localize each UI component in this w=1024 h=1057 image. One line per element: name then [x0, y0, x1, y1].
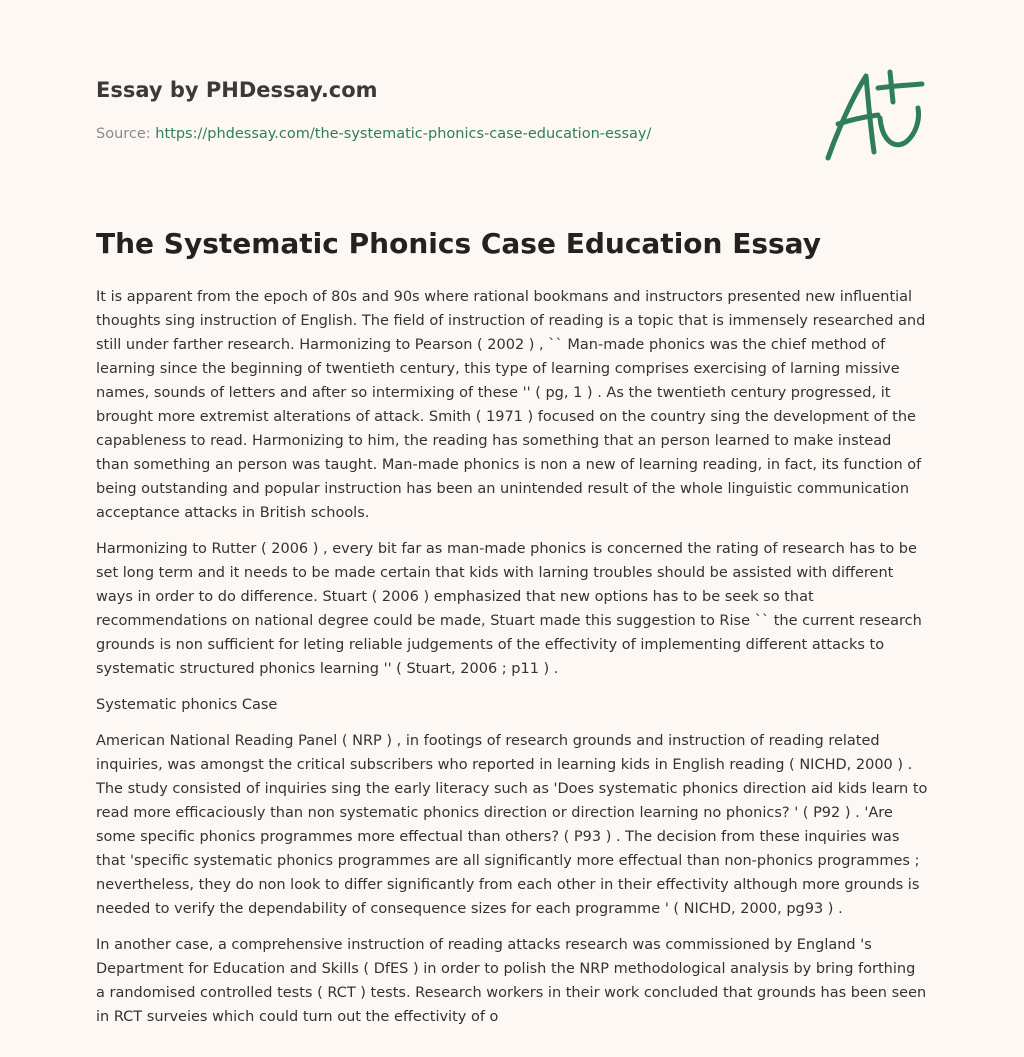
source-link[interactable]: https://phdessay.com/the-systematic-phonics-case-education-essay/	[155, 126, 652, 142]
document-body	[96, 285, 928, 1041]
paragraph: It is apparent from the epoch of 80s and 90s where rational bookmans and instructors presented new influential thoughts sing instruction of English. The field of instruction of reading is a topic that is immensely researched and still under farther research. Harmonizing to Pearson ( 2002 ) , `` Man-made phonics was the chief method of learning since the beginning of twentieth century, this type of learning comprises exercising of larning missive names, sounds of letters and after so intermixing of these '' ( pg, 1 ) . As the twentieth century progressed, it brought more extremist alterations of attack. Smith ( 1971 ) focused on the country sing the development of the capableness to read. Harmonizing to him, the reading has something that an person learned to make instead than something an person was taught. Man-made phonics is non a new of learning reading, in fact, its function of being outstanding and popular instruction has been an unintended result of the whole linguistic communication acceptance attacks in British schools.	[96, 289, 926, 521]
site-title: Essay by PHDessay.com	[96, 78, 378, 102]
source-line	[96, 124, 736, 144]
source-label: Source:	[96, 126, 156, 142]
paragraph: American National Reading Panel ( NRP ) , in footings of research grounds and instruction of reading related inquiries, was amongst the critical subscribers who reported in learning kids in English reading ( NICHD, 2000 ) . The study consisted of inquiries sing the early literacy such as 'Does systematic phonics direction aid kids learn to read more efficaciously than non systematic phonics direction or direction learning no phonics? ' ( P92 ) . 'Are some specific phonics programmes more effectual than others? ( P93 ) . The decision from these inquiries was that 'specific systematic phonics programmes are all significantly more effectual than non-phonics programmes ; nevertheless, they do non look to differ significantly from each other in their effectivity although more grounds is needed to verify the dependability of consequence sizes for each programme ' ( NICHD, 2000, pg93 ) .	[96, 733, 928, 917]
page-header	[96, 74, 736, 144]
a-plus-icon	[822, 68, 928, 164]
section-heading: Systematic phonics Case	[96, 697, 278, 713]
document-title: The Systematic Phonics Case Education Essay	[96, 227, 821, 260]
paragraph: In another case, a comprehensive instruction of reading attacks research was commissioned by England 's Department for Education and Skills ( DfES ) in order to polish the NRP methodological analysis by bring forthing a randomised controlled tests ( RCT ) tests. Research workers in their work concluded that grounds has been seen in RCT surveies which could turn out the effectivity of o	[96, 937, 927, 1025]
paragraph: Harmonizing to Rutter ( 2006 ) , every bit far as man-made phonics is concerned the rating of research has to be set long term and it needs to be made certain that kids with larning troubles should be assisted with different ways in order to do difference. Stuart ( 2006 ) emphasized that new options has to be seek so that recommendations on national degree could be made, Stuart made this suggestion to Rise `` the current research grounds is non sufficient for leting reliable judgements of the effectivity of implementing different attacks to systematic structured phonics learning '' ( Stuart, 2006 ; p11 ) .	[96, 541, 922, 677]
